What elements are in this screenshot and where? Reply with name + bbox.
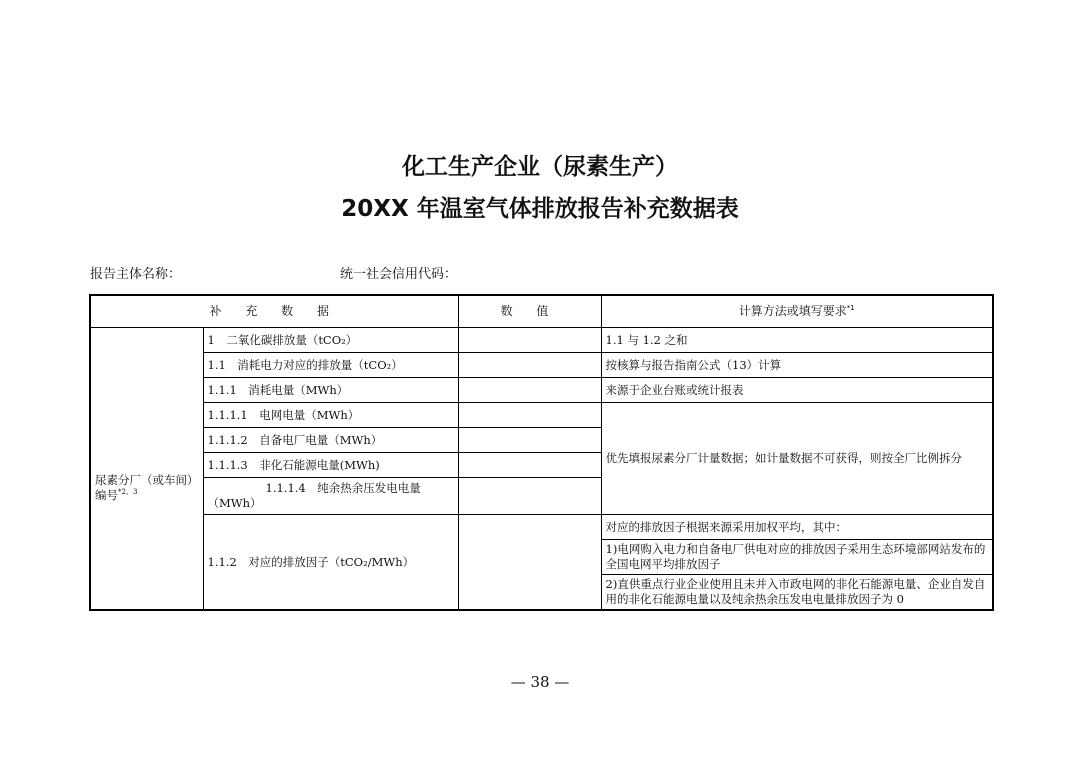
method-cell-factor-zero: 2)直供重点行业企业使用且未并入市政电网的非化石能源电量、企业自发自用的非化石能源电量以及纯余热余压发电电量排放因子为 0 [601, 575, 993, 611]
header-method-footnote: *1 [846, 304, 855, 312]
value-cell[interactable] [458, 378, 601, 403]
value-cell[interactable] [458, 403, 601, 428]
value-cell[interactable] [458, 353, 601, 378]
table-row [90, 378, 993, 403]
value-cell[interactable] [458, 515, 601, 611]
document-title-line2: 20XX 年温室气体排放报告补充数据表 [341, 196, 739, 222]
method-cell: 来源于企业台账或统计报表 [601, 378, 993, 403]
credit-code-label: 统一社会信用代码： [340, 267, 458, 282]
value-cell[interactable] [458, 478, 601, 515]
item-waste-heat-electricity: 1.1.1.4 纯余热余压发电电量（MWh） [203, 478, 458, 515]
item-co2-emissions: 1 二氧化碳排放量（tCO₂） [203, 328, 458, 353]
document-title-line1: 化工生产企业（尿素生产） [402, 154, 678, 180]
item-captive-power: 1.1.1.2 自备电厂电量（MWh） [203, 428, 458, 453]
method-cell-factor-intro: 对应的排放因子根据来源采用加权平均，其中： [601, 515, 993, 540]
method-cell: 1.1 与 1.2 之和 [601, 328, 993, 353]
table-row [90, 353, 993, 378]
item-electricity-emissions: 1.1 消耗电力对应的排放量（tCO₂） [203, 353, 458, 378]
table-row [90, 328, 993, 353]
supplementary-data-table [89, 294, 994, 611]
header-value: 数 值 [458, 295, 601, 328]
header-method: 计算方法或填写要求$^{*1}$ [601, 295, 993, 328]
item-emission-factor: 1.1.2 对应的排放因子（tCO₂/MWh） [203, 515, 458, 611]
table-header-row [90, 295, 993, 328]
value-cell[interactable] [458, 428, 601, 453]
row-group-footnote: *2、3 [118, 487, 138, 496]
value-cell[interactable] [458, 328, 601, 353]
table-row [90, 515, 993, 540]
reporting-entity-label: 报告主体名称： [90, 267, 182, 282]
method-cell: 按核算与报告指南公式（13）计算 [601, 353, 993, 378]
value-cell[interactable] [458, 453, 601, 478]
header-supplementary-data: 补 充 数 据 [90, 295, 458, 328]
page-number: — 38 — [510, 673, 570, 691]
table-row [90, 403, 993, 428]
item-grid-electricity: 1.1.1.1 电网电量（MWh） [203, 403, 458, 428]
method-cell-factor-grid: 1)电网购入电力和自备电厂供电对应的排放因子采用生态环境部网站发布的全国电网平均排放因子 [601, 540, 993, 575]
item-non-fossil-electricity: 1.1.1.3 非化石能源电量(MWh) [203, 453, 458, 478]
item-electricity-consumption: 1.1.1 消耗电量（MWh） [203, 378, 458, 403]
method-cell-merged: 优先填报尿素分厂计量数据；如计量数据不可获得，则按全厂比例拆分 [601, 403, 993, 515]
row-group-label: 尿素分厂（或车间）编号$^{*2、3}$ [90, 328, 203, 611]
